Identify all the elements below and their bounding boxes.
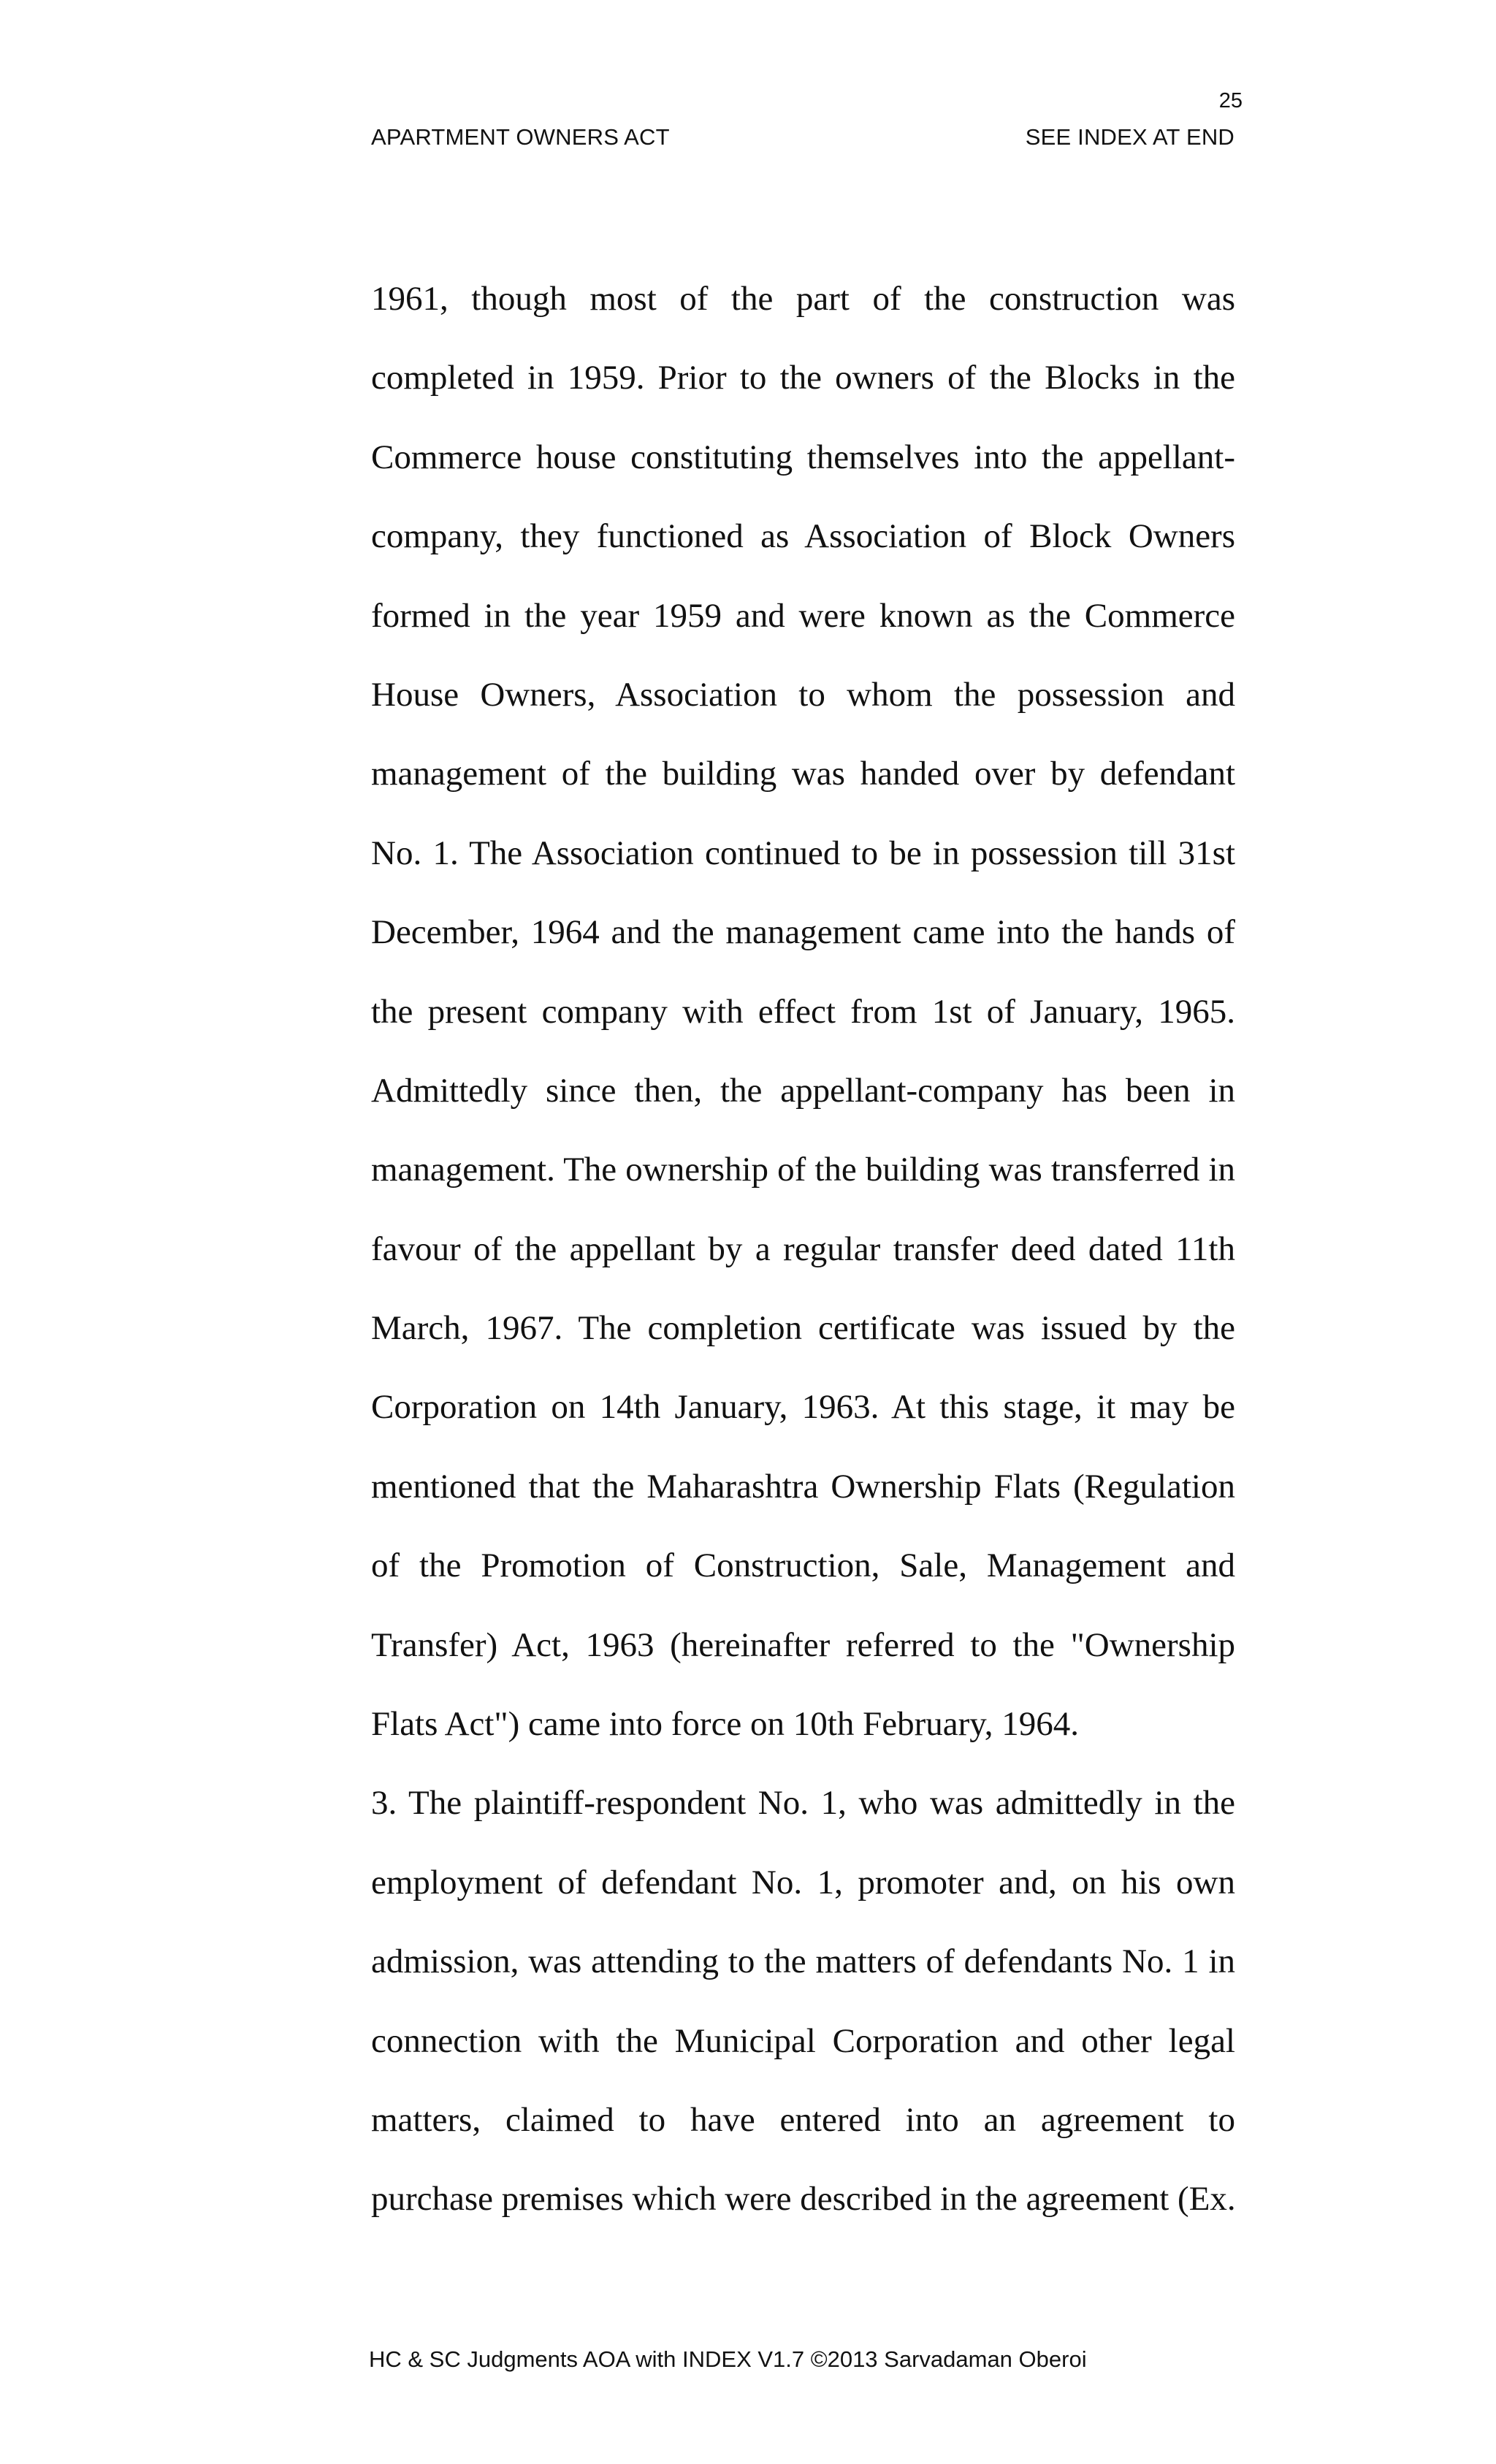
text-line: of the Promotion of Construction, Sale, Management and [371, 1546, 1235, 1585]
text-line: Commerce house constituting themselves into the appellant- [371, 438, 1235, 476]
text-line: mentioned that the Maharashtra Ownership Flats (Regulation [371, 1467, 1235, 1506]
text-line: matters, claimed to have entered into an agreement to [371, 2100, 1235, 2139]
running-header-index-note: SEE INDEX AT END [1025, 124, 1234, 150]
text-line: 3. The plaintiff-respondent No. 1, who was admittedly in the [371, 1784, 1235, 1823]
text-line: the present company with effect from 1st of January, 1965. [371, 992, 1235, 1031]
text-line: Transfer) Act, 1963 (hereinafter referred to the "Ownership [371, 1625, 1235, 1664]
text-line: purchase premises which were described in the agreement (Ex. [371, 2180, 1236, 2219]
page-number: 25 [1218, 89, 1243, 112]
text-line: 1961, though most of the part of the construction was [371, 280, 1235, 318]
text-line: admission, was attending to the matters of defendants No. 1 in [371, 1942, 1235, 1981]
body-text [371, 259, 1235, 2239]
running-header-title: APARTMENT OWNERS ACT [371, 124, 670, 150]
text-line: connection with the Municipal Corporation and other legal [371, 2021, 1235, 2060]
text-line: No. 1. The Association continued to be in possession till 31st [371, 834, 1235, 872]
text-line: management. The ownership of the building was transferred in [371, 1151, 1235, 1189]
text-line: House Owners, Association to whom the possession and [371, 675, 1235, 714]
text-line: favour of the appellant by a regular transfer deed dated 11th [371, 1229, 1235, 1268]
paragraph-last-line: Flats Act") came into force on 10th February, 1964. [371, 1705, 1079, 1744]
text-line: completed in 1959. Prior to the owners of the Blocks in the [371, 359, 1235, 397]
text-line: company, they functioned as Association of Block Owners [371, 517, 1235, 556]
text-line: Admittedly since then, the appellant-company has been in [371, 1071, 1235, 1110]
text-line: Corporation on 14th January, 1963. At this stage, it may be [371, 1388, 1235, 1427]
page-footer: HC & SC Judgments AOA with INDEX V1.7 ©2013 Sarvadaman Oberoi [369, 2346, 1087, 2372]
text-line: management of the building was handed over by defendant [371, 755, 1235, 793]
text-line: formed in the year 1959 and were known as the Commerce [371, 596, 1235, 635]
text-line: March, 1967. The completion certificate was issued by the [371, 1309, 1235, 1348]
text-line: employment of defendant No. 1, promoter and, on his own [371, 1863, 1235, 1902]
text-line: December, 1964 and the management came into the hands of [371, 913, 1235, 952]
